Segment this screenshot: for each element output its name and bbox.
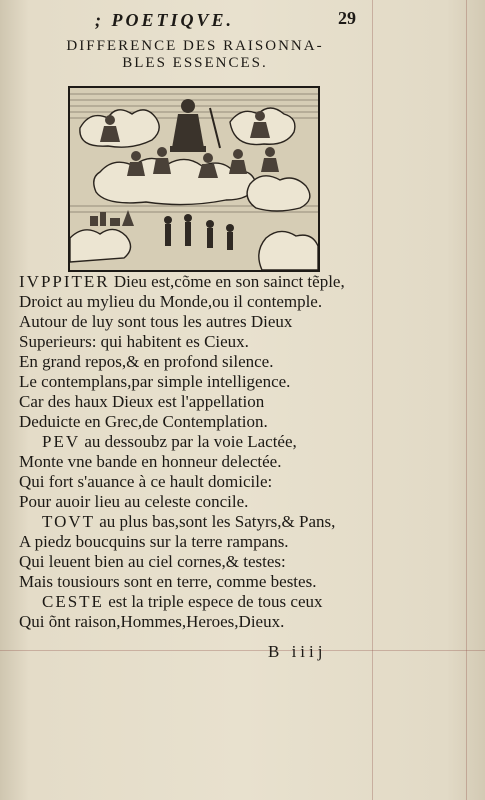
verse-line (19, 312, 369, 332)
verse-text: Le contemplans,par simple intelligence. (19, 372, 291, 391)
page-number: 29 (338, 8, 356, 28)
verse-line (19, 572, 369, 592)
verse-initial-word: TOVT (42, 512, 96, 531)
heading-line-1: DIFFERENCE DES RAISONNA- (66, 38, 324, 54)
verse-initial-word: IVPPITER (19, 272, 110, 291)
woodcut-jupiter-icon (70, 88, 318, 270)
verse-line (19, 272, 369, 292)
verse-line (19, 492, 369, 512)
verse-text: Autour de luy sont tous les autres Dieux (19, 312, 293, 331)
verse-line (19, 472, 369, 492)
verse-initial-word: CESTE (42, 592, 104, 611)
verse-text: Mais tousiours sont en terre, comme bestes. (19, 572, 317, 591)
heading-line-2: BLES ESSENCES. (122, 55, 268, 71)
verse-line (19, 552, 369, 572)
verse-line (19, 432, 369, 452)
verse-text: Superieurs: qui habitent es Cieux. (19, 332, 249, 351)
verse-text: En grand repos,& en profond silence. (19, 352, 274, 371)
margin-rule-outer (466, 0, 467, 800)
chapter-heading (40, 38, 350, 72)
verse-line (19, 412, 369, 432)
verse-text: Qui fort s'auance à ce hault domicile: (19, 472, 273, 491)
verse-text: au dessoubz par la voie Lactée, (80, 432, 297, 451)
verse-initial-word: PEV (42, 432, 81, 451)
verse-line (19, 392, 369, 412)
verse-line (19, 592, 369, 612)
verse-line (19, 532, 369, 552)
verse-line (19, 352, 369, 372)
verse-text: A piedz boucquins sur la terre rampans. (19, 532, 289, 551)
running-head: ; POETIQVE. (95, 10, 235, 30)
verse-text: Deduicte en Grec,de Contemplation. (19, 412, 268, 431)
verse-text: Qui leuent bien au ciel cornes,& testes: (19, 552, 286, 571)
verse-line (19, 452, 369, 472)
verse-line (19, 332, 369, 352)
verse-line (19, 372, 369, 392)
verse-text: est la triple espece de tous ceux (103, 592, 323, 611)
woodcut-illustration (68, 86, 320, 272)
signature-mark: B iiij (268, 642, 327, 661)
verse-block (19, 272, 369, 632)
margin-rule-bottom (0, 650, 485, 651)
verse-text: Qui õnt raison,Hommes,Heroes,Dieux. (19, 612, 285, 631)
verse-text: Droict au mylieu du Monde,ou il contemple. (19, 292, 323, 311)
verse-text: Dieu est,cõme en son sainct tẽple, (109, 272, 345, 291)
verse-text: au plus bas,sont les Satyrs,& Pans, (95, 512, 336, 531)
verse-line (19, 292, 369, 312)
verse-text: Monte vne bande en honneur delectée. (19, 452, 282, 471)
margin-rule-right (372, 0, 373, 800)
verse-text: Car des haux Dieux est l'appellation (19, 392, 265, 411)
verse-text: Pour auoir lieu au celeste concile. (19, 492, 249, 511)
verse-line (19, 612, 369, 632)
verse-line (19, 512, 369, 532)
